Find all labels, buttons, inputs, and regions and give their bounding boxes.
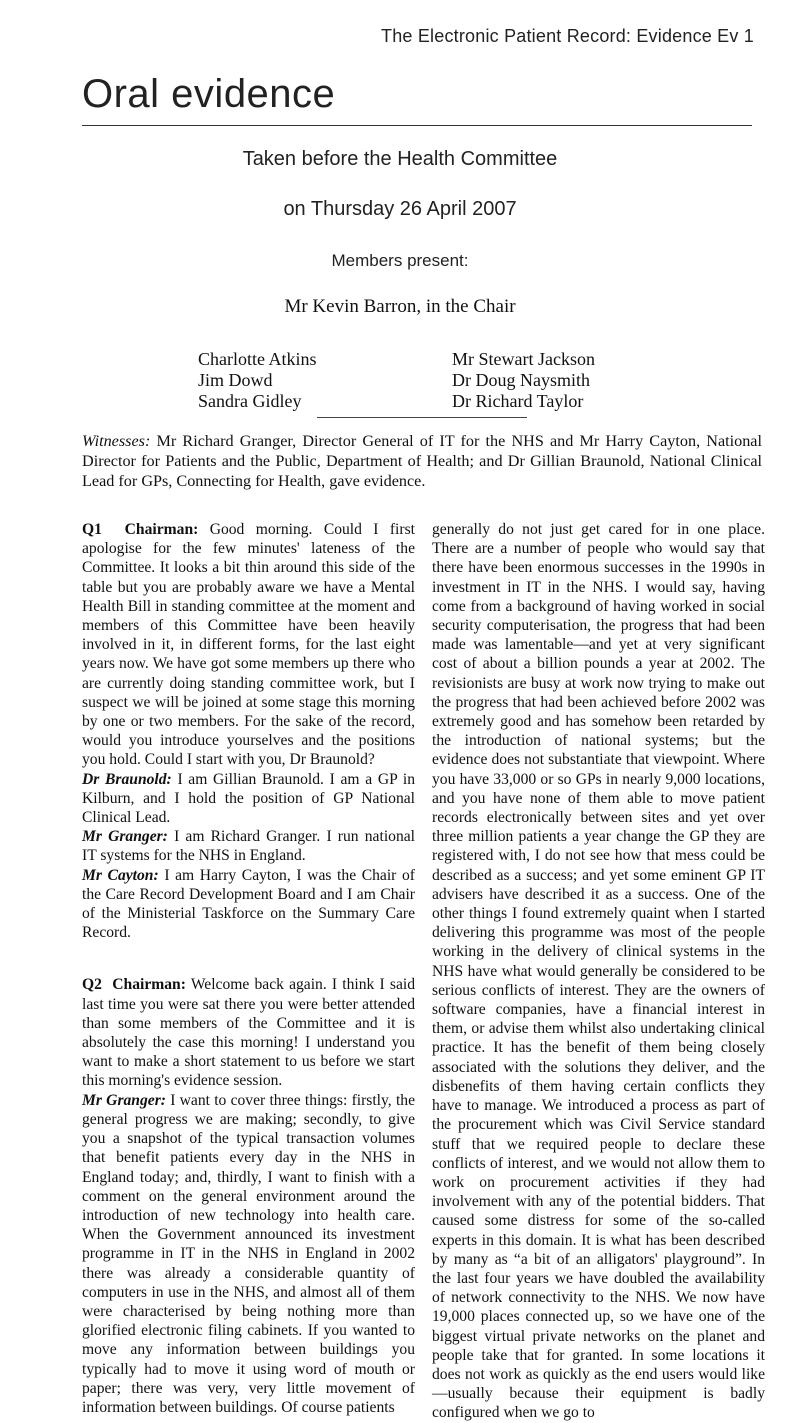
meeting-committee-line: Taken before the Health Committee — [242, 148, 558, 170]
question-text: Good morning. Could I first apologise for the few minutes' lateness of the Committee. It looks a bit thin around this side of the table but you are probably aware we have a Mental Health Bill in standing committee at the moment and members of this Committee have been heavily involved in it, in different forms, for the last eight years now. We have got some members up there who are currently doing standing committee work, but I suspect we will be joined at some stage this morning by one or two members. For the sake of the record, would you introduce yourselves and the positions you hold. Could I start with you, Dr Braunold? — [82, 521, 415, 769]
answer-text: I am Gillian Braunold. I am a GP in Kilburn, and I hold the position of GP National Clinical Lead. — [82, 770, 415, 827]
member-name: Charlotte Atkins — [198, 349, 317, 369]
member-name: Dr Doug Naysmith — [452, 370, 590, 390]
answer-granger — [82, 827, 415, 865]
answer-cayton — [82, 866, 415, 943]
left-column — [82, 520, 415, 1417]
member-name: Mr Stewart Jackson — [452, 349, 595, 369]
member-name: Jim Dowd — [198, 370, 273, 390]
question-q2 — [82, 975, 415, 1090]
page-title: Oral evidence — [82, 72, 336, 116]
witnesses-text: Mr Richard Granger, Director General of IT for the NHS and Mr Harry Cayton, National Director for Patients and the Public, Department of Health; and Dr Gillian Braunold, National Clinical Lead for GPs, Connecting for Health, gave evidence. — [82, 432, 762, 490]
question-number: Q1 — [82, 521, 102, 538]
chair-line: Mr Kevin Barron, in the Chair — [284, 296, 516, 317]
question-number: Q2 — [82, 976, 102, 994]
question-q1 — [82, 520, 415, 770]
member-name: Dr Richard Taylor — [452, 391, 584, 411]
members-present-label: Members present: — [331, 251, 469, 270]
member-name: Sandra Gidley — [198, 391, 302, 411]
answer-speaker: Mr Cayton: — [82, 866, 159, 884]
meeting-date-line: on Thursday 26 April 2007 — [283, 198, 517, 220]
section-rule — [317, 417, 527, 418]
right-column — [432, 520, 765, 1423]
answer-speaker: Dr Braunold: — [82, 770, 172, 788]
question-text: Welcome back again. I think I said last time you were sat there you were better attended than some members of the Committee and it is absolutely the case this morning! I understand you want to make a short statement to us before we start this morning's evidence session. — [82, 976, 415, 1090]
answer-braunold — [82, 770, 415, 828]
top-rule — [82, 125, 752, 126]
question-speaker: Chairman: — [112, 976, 186, 994]
members-list-left — [198, 349, 317, 412]
members-list-right — [452, 349, 595, 412]
answer-speaker: Mr Granger: — [82, 1091, 166, 1109]
answer-granger-statement — [82, 1091, 415, 1417]
running-head: The Electronic Patient Record: Evidence Ev 1 — [381, 26, 754, 46]
answer-text: I am Richard Granger. I run national IT systems for the NHS in England. — [82, 828, 415, 865]
question-speaker: Chairman: — [124, 521, 199, 538]
continued-answer-text: generally do not just get cared for in one place. There are a number of people who would say that there have been enormous successes in the 1990s in investment in IT in the NHS. I would say, having come from a background of having worked in social security computerisation, the progress that had been made was lamentable—and yet at very significant cost of about a billion pounds a year at 2002. The revisionists are busy at work now trying to make out the progress that had been achieved before 2002 was extremely good and has somehow been retarded by the introduction of national systems; but the evidence does not substantiate that viewpoint. Where you have 33,000 or so GPs in nearly 9,000 locations, and you have none of them able to move patient records electronically between sites and yet over three million patients a year change the GP they are registered with, I do not see how that mess could be described as a success; and yet some eminent GP IT advisers have described it as a success. One of the other things I found extremely quaint when I started delivering this programme was most of the people working in the delivery of clinical systems in the NHS have what would generally be considered to be serious conflicts of interest. They are the owners of software companies, have a financial interest in them, or advise them whilst also undertaking clinical practice. It has the benefit of them being closely associated with the solutions they deliver, and the disbenefits of them having certain conflicts they have to manage. We introduced a process as part of the procurement which was Civil Service standard stuff that we required people to declare these conflicts of interest, and we would not allow them to work on procurement activities if they had involvement with any of the potential bidders. That caused some distress for some of the so-called experts in this domain. It is what has been described by many as “a bit of an alligators' playground”. In the last four years we have doubled the availability of network connectivity to the NHS. We now have 19,000 places connected up, so we have one of the biggest virtual private networks on the planet and people take that for granted. In some locations it does not work as quickly as the end users would like—usually because their equipment is badly configured when we go to — [432, 521, 765, 1422]
answer-text: I want to cover three things: firstly, the general progress we are making; secondly, to give you a snapshot of the typical transaction volumes that benefit patients every day in the NHS in England today; and, thirdly, I want to finish with a comment on the general environment around the introduction of new technology into health care. When the Government announced its investment programme in IT in the NHS in England in 2002 there was already a considerable quantity of computers in use in the NHS, and almost all of them were characterised by being nothing more than glorified electronic filing cabinets. If you wanted to move any information between buildings you typically had to move it using word of mouth or paper; there was very, very little movement of information between buildings. Of course patients — [82, 1091, 415, 1416]
answer-speaker: Mr Granger: — [82, 828, 168, 846]
witnesses-label: Witnesses: — [82, 432, 151, 450]
paragraph-gap — [82, 942, 415, 975]
answer-text: I am Harry Cayton, I was the Chair of the Care Record Development Board and I am Chair of the Ministerial Taskforce on the Summary Care Record. — [82, 866, 415, 942]
witnesses-paragraph — [82, 431, 762, 491]
